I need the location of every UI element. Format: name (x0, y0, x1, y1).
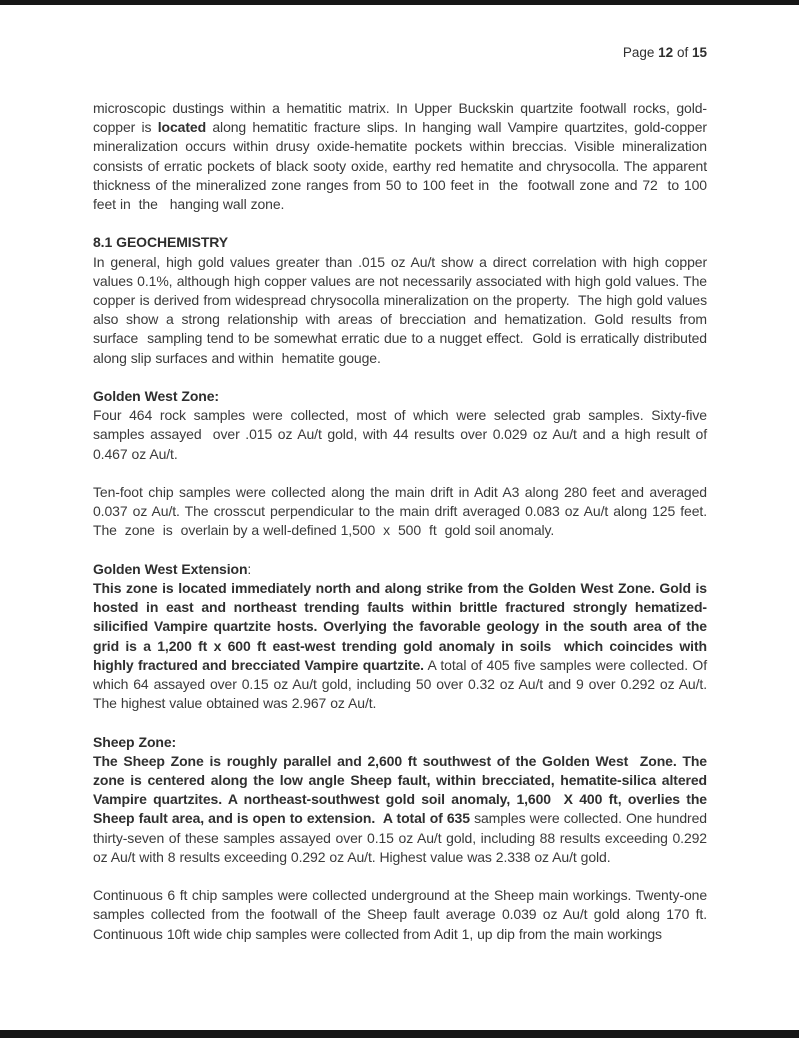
text-run: This zone is located immediately north and along strike from the Golden West Zone. Gold is hosted in east and northeast trending faults within brittle fractured strongly hematized-silicified Vampire quartzite hosts. Overlying the favorable geology in the south area of the grid is a 1,200 ft x 600 ft east-west trending gold anomaly in soils which coincides with highly fractured and brecciated Vampire quartzite. (93, 580, 711, 673)
paragraph (93, 483, 711, 541)
text-run: Continuous 6 ft chip samples were collected underground at the Sheep main workings. Twenty-one samples collected from the footwall of the Sheep fault average 0.039 oz Au/t gold along 170 ft. Continuous 10ft wide chip samples were collected from Adit 1, up dip from the main workings (93, 887, 711, 942)
section-heading (93, 733, 707, 752)
text-run: Four 464 rock samples were collected, most of which were selected grab samples. Sixty-five samples assayed over .015 oz Au/t gold, with 44 results over 0.029 oz Au/t and a high result of 0.467 oz Au/t. (93, 407, 711, 462)
page-content (93, 44, 715, 944)
text-run: samples were collected. One hundred thirty-seven of these samples assayed over 0.15 oz Au/t gold, including 88 results exceeding 0.292 oz Au/t with 8 results exceeding 0.292 oz Au/t. Highest value was 2.338 oz Au/t gold. (93, 810, 711, 865)
page-of-label: of (673, 45, 692, 60)
scan-border-bottom (0, 1030, 799, 1038)
paragraph (93, 579, 711, 713)
text-run: located (157, 119, 207, 136)
text-run: The Sheep Zone is roughly parallel and 2,600 ft southwest of the Golden West Zone. The zone is centered along the low angle Sheep fault, within brecciated, hematite-silica altered Vampire quartzites. A northeast-southwest gold soil anomaly, 1,600 X 400 ft, overlies the Sheep fault area, and is open to extension. A total of 635 (93, 752, 715, 827)
page-total: 15 (691, 45, 707, 60)
page-number: 12 (658, 45, 674, 60)
paragraph (93, 253, 711, 368)
text-run: In general, high gold values greater than .015 oz Au/t show a direct correlation with high copper values 0.1%, although high copper values are not necessarily associated with high gold values. The copper is derived from widespread chrysocolla mineralization on the property. The high gold values also show a strong relationship with areas of brecciation and hematization. Gold results from surface sampling tend to be somewhat erratic due to a nugget effect. Gold is erratically distributed along slip surfaces and within hematite gouge. (93, 253, 711, 366)
text-run: Sheep Zone: (93, 733, 177, 750)
document-body (93, 99, 715, 944)
paragraph (93, 406, 711, 464)
paragraph (93, 99, 715, 214)
section-heading (93, 560, 707, 579)
paragraph (93, 752, 715, 867)
scan-border-top (0, 0, 799, 5)
text-run: Ten-foot chip samples were collected along the main drift in Adit A3 along 280 feet and averaged 0.037 oz Au/t. The crosscut perpendicular to the main drift averaged 0.083 oz Au/t along 125 feet. The zone is overlain by a well-defined 1,500 x 500 ft gold soil anomaly. (93, 484, 711, 539)
text-run: microscopic dustings within a hematitic matrix. In Upper Buckskin quartzite footwall rocks, gold-copper is (93, 100, 707, 136)
text-run: : (247, 560, 252, 577)
section-heading (93, 387, 707, 406)
text-run: Golden West Zone: (93, 388, 219, 405)
page-number-header (93, 44, 707, 62)
text-run: Golden West Extension (93, 560, 248, 577)
section-heading (93, 233, 707, 252)
page-label: Page (622, 45, 659, 60)
text-run: A total of 405 five samples were collected. Of which 64 assayed over 0.15 oz Au/t gold, including 50 over 0.32 oz Au/t and 9 over 0.292 oz Au/t. The highest value obtained was 2.967 oz Au/t. (93, 656, 711, 712)
text-run: along hematitic fracture slips. In hanging wall Vampire quartzites, gold-copper mineralization occurs within drusy oxide-hematite pockets within breccias. Visible mineralization consists of erratic pockets of black sooty oxide, earthy red hematite and chrysocolla. The apparent thickness of the mineralized zone ranges from 50 to 100 feet in the footwall zone and 72 to 100 feet in the hanging wall zone. (93, 119, 715, 213)
text-run: 8.1 GEOCHEMISTRY (93, 234, 228, 251)
paragraph (93, 886, 711, 944)
